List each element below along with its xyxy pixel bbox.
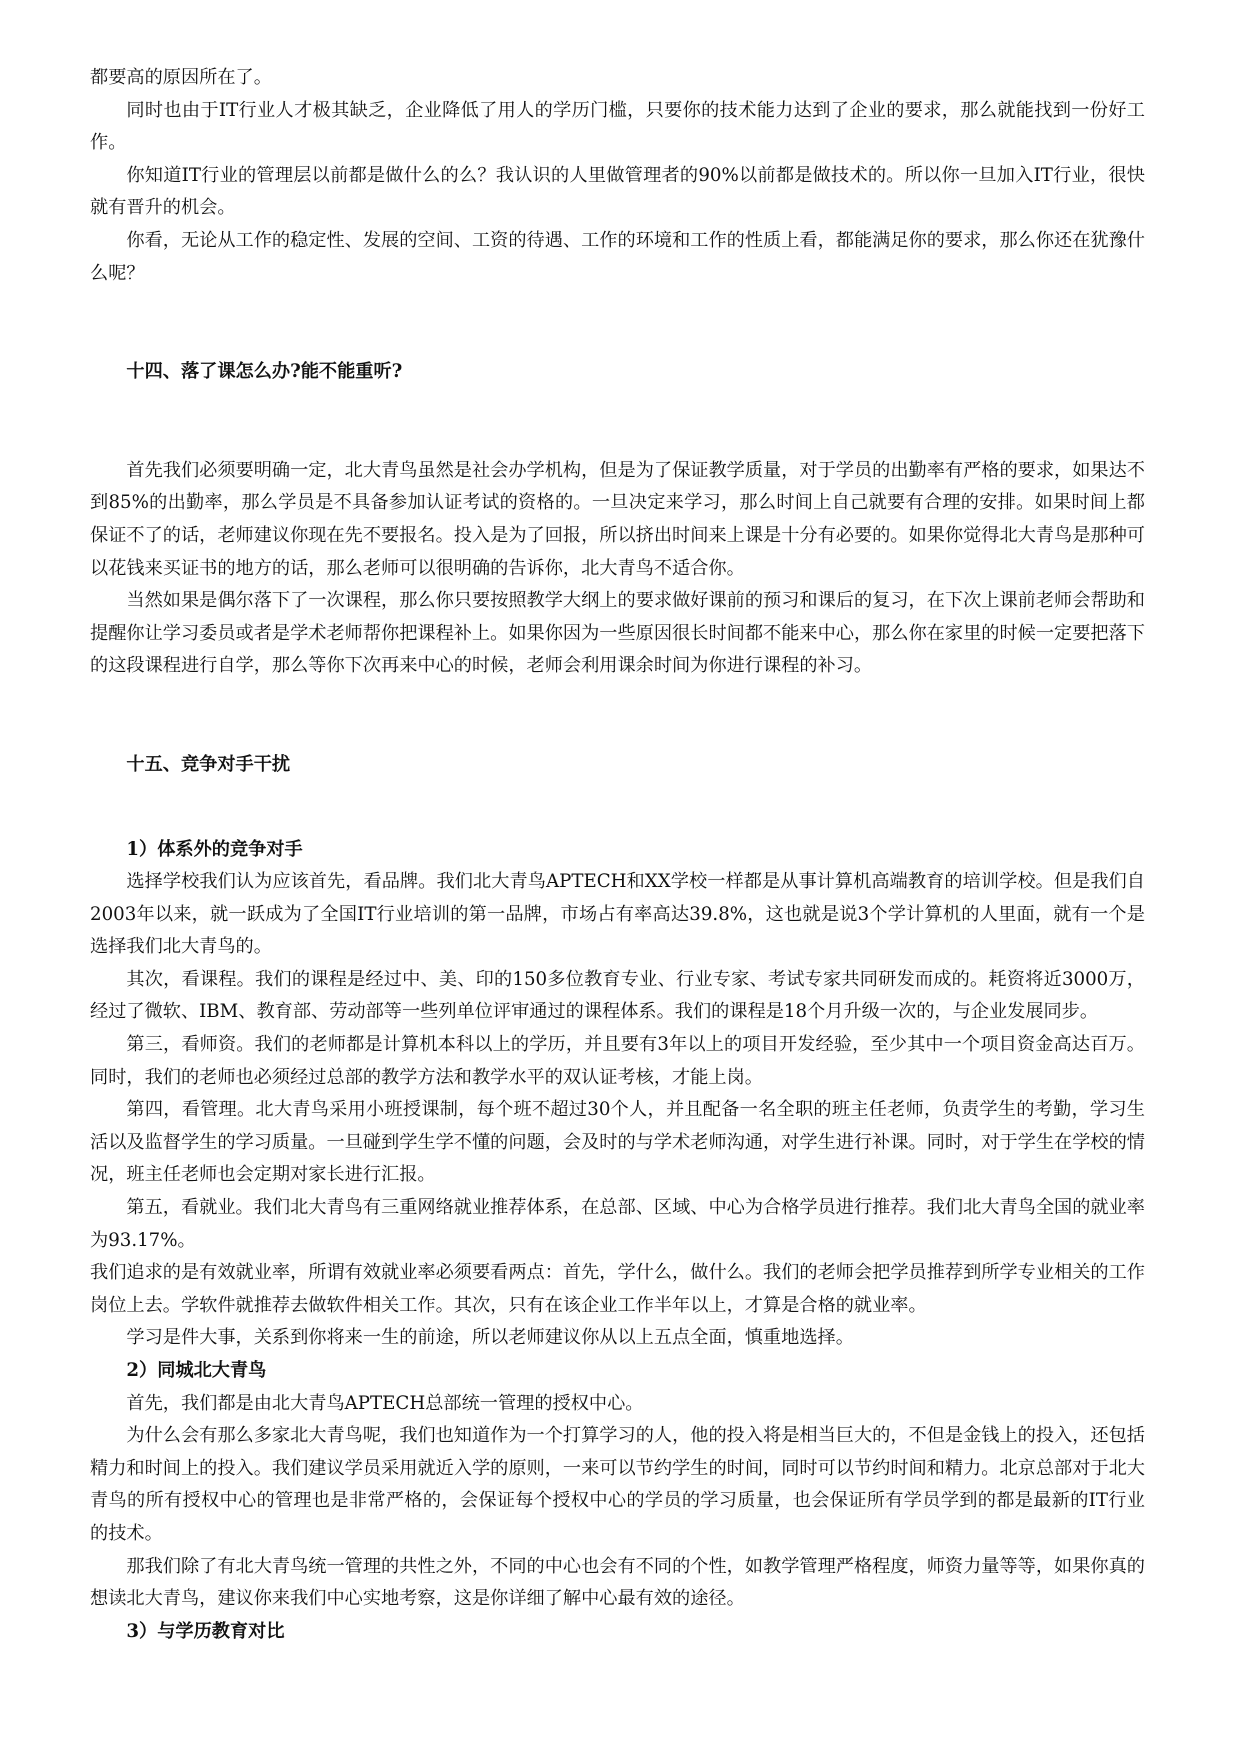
subsection-heading-2: 2）同城北大青鸟 [126, 1360, 267, 1381]
paragraph: 选择学校我们认为应该首先，看品牌。我们北大青鸟APTECH和XX学校一样都是从事计算机高端教育的培训学校。但是我们自2003年以来，就一跃成为了全国IT行业培训的第一品牌，市场占有率高达39.8%，这也就是说3个学计算机的人里面，就有一个是选择我们北大青鸟的。 [90, 871, 1145, 958]
subsection-heading-3: 3）与学历教育对比 [126, 1620, 285, 1642]
spacer [90, 683, 1145, 749]
paragraph: 都要高的原因所在了。 [90, 67, 272, 88]
paragraph: 当然如果是偶尔落下了一次课程，那么你只要按照教学大纲上的要求做好课前的预习和课后的复习，在下次上课前老师会帮助和提醒你让学习委员或者是学术老师帮你把课程补上。如果你因为一些原因很长时间都不能来中心，那么你在家里的时候一定要把落下的这段课程进行自学，那么等你下次再来中心的时候，老师会利用课余时间为你进行课程的补习。 [90, 590, 1145, 677]
paragraph: 其次，看课程。我们的课程是经过中、美、印的150多位教育专业、行业专家、考试专家共同研发而成的。耗资将近3000万，经过了微软、IBM、教育部、劳动部等一些列单位评审通过的课程体系。我们的课程是18个月升级一次的，与企业发展同步。 [90, 968, 1145, 1023]
paragraph: 第四，看管理。北大青鸟采用小班授课制，每个班不超过30个人，并且配备一名全职的班主任老师，负责学生的考勤，学习生活以及监督学生的学习质量。一旦碰到学生学不懂的问题，会及时的与学术老师沟通，对学生进行补课。同时，对于学生在学校的情况，班主任老师也会定期对家长进行汇报。 [90, 1099, 1145, 1186]
paragraph: 同时也由于IT行业人才极其缺乏，企业降低了用人的学历门槛，只要你的技术能力达到了企业的要求，那么就能找到一份好工作。 [90, 99, 1145, 154]
spacer [90, 782, 1145, 834]
document-page [90, 62, 1145, 1648]
paragraph: 我们追求的是有效就业率，所谓有效就业率必须要看两点：首先，学什么，做什么。我们的老师会把学员推荐到所学专业相关的工作岗位上去。学软件就推荐去做软件相关工作。其次，只有在该企业工作半年以上，才算是合格的就业率。 [90, 1262, 1145, 1316]
section-heading-14: 十四、落了课怎么办?能不能重听? [126, 361, 403, 383]
paragraph: 首先，我们都是由北大青鸟APTECH总部统一管理的授权中心。 [126, 1392, 644, 1414]
paragraph: 为什么会有那么多家北大青鸟呢，我们也知道作为一个打算学习的人，他的投入将是相当巨大的，不但是金钱上的投入，还包括精力和时间上的投入。我们建议学员采用就近入学的原则，一来可以节约学生的时间，同时可以节约时间和精力。北京总部对于北大青鸟的所有授权中心的管理也是非常严格的，会保证每个授权中心的学员的学习质量，也会保证所有学员学到的都是最新的IT行业的技术。 [90, 1425, 1145, 1544]
paragraph: 学习是件大事，关系到你将来一生的前途，所以老师建议你从以上五点全面，慎重地选择。 [126, 1327, 854, 1349]
paragraph: 你知道IT行业的管理层以前都是做什么的么？我认识的人里做管理者的90%以前都是做技术的。所以你一旦加入IT行业，很快就有晋升的机会。 [90, 164, 1145, 219]
paragraph: 第三，看师资。我们的老师都是计算机本科以上的学历，并且要有3年以上的项目开发经验，至少其中一个项目资金高达百万。同时，我们的老师也必须经过总部的教学方法和教学水平的双认证考核，才能上岗。 [90, 1034, 1145, 1088]
spacer [90, 290, 1145, 356]
paragraph: 首先我们必须要明确一定，北大青鸟虽然是社会办学机构，但是为了保证教学质量，对于学员的出勤率有严格的要求，如果达不到85%的出勤率，那么学员是不具备参加认证考试的资格的。一旦决定来学习，那么时间上自己就要有合理的安排。如果时间上都保证不了的话，老师建议你现在先不要报名。投入是为了回报，所以挤出时间来上课是十分有必要的。如果你觉得北大青鸟是那种可以花钱来买证书的地方的话，那么老师可以很明确的告诉你，北大青鸟不适合你。 [90, 459, 1145, 579]
paragraph: 第五，看就业。我们北大青鸟有三重网络就业推荐体系，在总部、区域、中心为合格学员进行推荐。我们北大青鸟全国的就业率为93.17%。 [90, 1197, 1145, 1251]
section-heading-15: 十五、竞争对手干扰 [126, 753, 291, 775]
spacer [90, 389, 1145, 455]
paragraph: 那我们除了有北大青鸟统一管理的共性之外，不同的中心也会有不同的个性，如教学管理严格程度，师资力量等等，如果你真的想读北大青鸟，建议你来我们中心实地考察，这是你详细了解中心最有效的途径。 [90, 1555, 1145, 1610]
paragraph: 你看，无论从工作的稳定性、发展的空间、工资的待遇、工作的环境和工作的性质上看，都能满足你的要求，那么你还在犹豫什么呢？ [90, 229, 1145, 284]
subsection-heading-1: 1）体系外的竞争对手 [126, 838, 303, 860]
